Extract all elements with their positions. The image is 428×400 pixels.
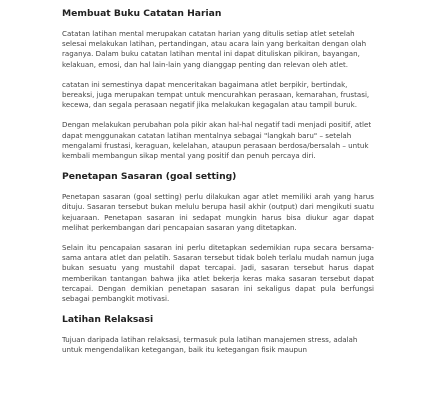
section-heading-catatan-harian: Membuat Buku Catatan Harian <box>62 8 222 19</box>
paragraph: Catatan latihan mental merupakan catatan harian yang ditulis setiap atlet setelah selesai melakukan latihan, pertandingan, atau acara lain yang berkaitan dengan olah raganya. Dalam buku catatan latihan mental ini dapat dituliskan pikiran, bayangan, kelakuan, emosi, dan hal lain-lain yang dianggap penting dan relevan oleh atlet. <box>62 29 367 69</box>
section-heading-latihan-relaksasi: Latihan Relaksasi <box>62 314 154 326</box>
section-heading-penetapan-sasaran: Penetapan Sasaran (goal setting) <box>62 171 237 183</box>
paragraph: Tujuan daripada latihan relaksasi, termasuk pula latihan manajemen stress, adalah untuk mengendalikan ketegangan, baik itu ketegangan fisik maupun <box>62 335 358 355</box>
paragraph: catatan ini semestinya dapat menceritakan bagaimana atlet berpikir, bertindak, bereaksi, juga merupakan tempat untuk mencurahkan perasaan, kemarahan, frustasi, kecewa, dan segala perasaan negatif jika melakukan kegagalan atau tampil buruk. <box>62 79 370 110</box>
paragraph: Penetapan sasaran (goal setting) perlu dilakukan agar atlet memiliki arah yang harus dituju. Sasaran tersebut bukan melulu berupa hasil akhir (output) dari mengikuti suatu kejuaraan. Penetapan sasaran ini sedapat mungkin harus bisa diukur agar dapat melihat perkembangan dari pencapaian sasaran yang ditetapkan. <box>62 192 374 232</box>
paragraph: Selain itu pencapaian sasaran ini perlu ditetapkan sedemikian rupa secara bersama-sama antara atlet dan pelatih. Sasaran tersebut tidak boleh terlalu mudah namun juga bukan sesuatu yang mustahil dapat tercapai. Jadi, sasaran tersebut harus dapat memberikan tantangan bahwa jika atlet bekerja keras maka sasaran tersebut dapat tercapai. Dengan demikian penetapan sasaran ini sekaligus dapat pula berfungsi sebagai pembangkit motivasi. <box>62 243 374 304</box>
paragraph: Dengan melakukan perubahan pola pikir akan hal-hal negatif tadi menjadi positif, atlet dapat menggunakan catatan latihan mentalnya sebagai "langkah baru" – setelah mengalami frustasi, keraguan, kelelahan, ataupun perasaan berdosa/bersalah – untuk kembali membangun sikap mental yang positif dan penuh percaya diri. <box>62 120 372 161</box>
